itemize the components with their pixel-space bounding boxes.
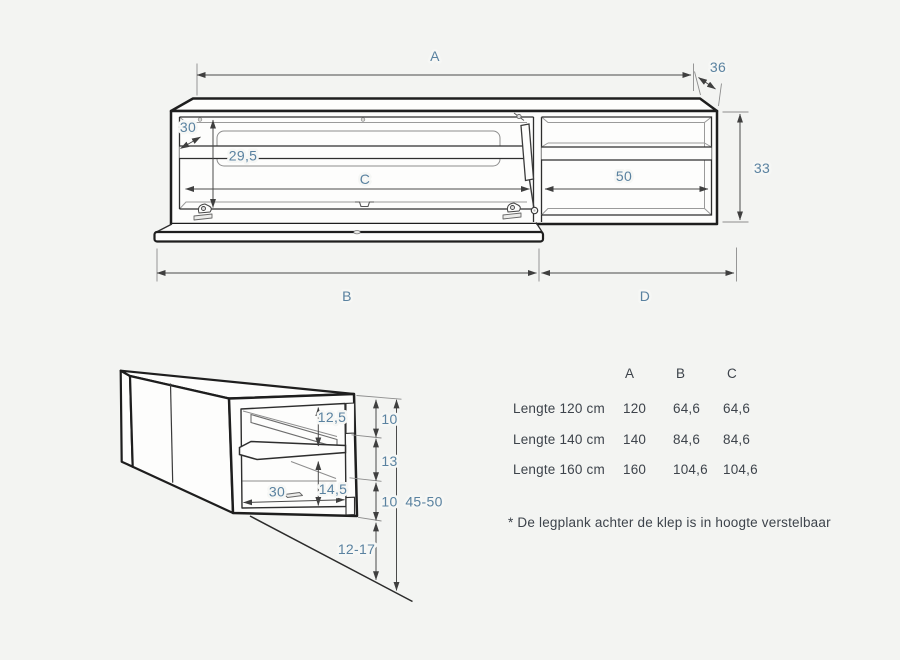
frame-rebate-bottom xyxy=(346,497,355,515)
size-table-cell: 84,6 xyxy=(723,432,751,447)
size-table-row-label: Lengte 160 cm xyxy=(513,462,605,477)
size-table-row-label: Lengte 120 cm xyxy=(513,401,605,416)
dim-label-29-5: 29,5 xyxy=(228,147,258,164)
center-divider xyxy=(534,117,542,222)
dim-label-bottom-10: 10 xyxy=(381,493,398,510)
flap-side-face xyxy=(130,376,233,513)
dimension-line-36 xyxy=(699,78,716,90)
side-view-drawing xyxy=(121,371,443,602)
size-table-cell: 64,6 xyxy=(673,401,701,416)
dim-label-depth-30: 30 xyxy=(268,483,286,500)
size-table-header-a: A xyxy=(625,366,635,381)
dim-label-50: 50 xyxy=(615,168,633,184)
dim-label-a: A xyxy=(430,48,440,64)
dim-label-d: D xyxy=(639,288,651,304)
frame-rebate-top xyxy=(346,403,355,433)
size-table-cell: 104,6 xyxy=(723,462,758,477)
footnote-text: * De legplank achter de klep is in hoogte verstelbaar xyxy=(508,515,831,530)
size-table-row-label: Lengte 140 cm xyxy=(513,432,605,447)
dim-label-30: 30 xyxy=(179,119,197,135)
screw-dot xyxy=(198,118,202,122)
dim-label-13: 13 xyxy=(381,453,398,469)
front-view-drawing xyxy=(155,48,771,304)
size-table-header-c: C xyxy=(727,366,737,381)
dim-label-top-10: 10 xyxy=(381,411,398,427)
size-table-cell: 104,6 xyxy=(673,462,708,477)
floor-reference-line xyxy=(250,516,413,602)
dim-label-12-5: 12,5 xyxy=(317,409,347,425)
flap-handle-dot xyxy=(354,231,360,234)
size-table-cell: 160 xyxy=(623,462,647,477)
flap-front-panel xyxy=(155,232,544,242)
dim-label-b: B xyxy=(342,288,352,304)
cabinet-front-face xyxy=(171,111,717,224)
screw-dot xyxy=(361,118,365,122)
dim-label-12-17: 12-17 xyxy=(337,541,376,557)
size-table-cell: 64,6 xyxy=(723,401,751,416)
dim-label-33: 33 xyxy=(753,160,771,176)
size-table-cell: 84,6 xyxy=(673,432,701,447)
size-table-cell: 140 xyxy=(623,432,647,447)
size-table-header-b: B xyxy=(676,366,686,381)
size-table-cell: 120 xyxy=(623,401,647,416)
dim-label-14-5: 14,5 xyxy=(318,481,348,497)
dim-label-c: C xyxy=(359,171,371,187)
dim-label-45-50: 45-50 xyxy=(405,493,443,510)
open-flap-door xyxy=(155,223,544,242)
cabinet-top-face xyxy=(171,99,717,112)
dim-label-36: 36 xyxy=(709,59,727,75)
